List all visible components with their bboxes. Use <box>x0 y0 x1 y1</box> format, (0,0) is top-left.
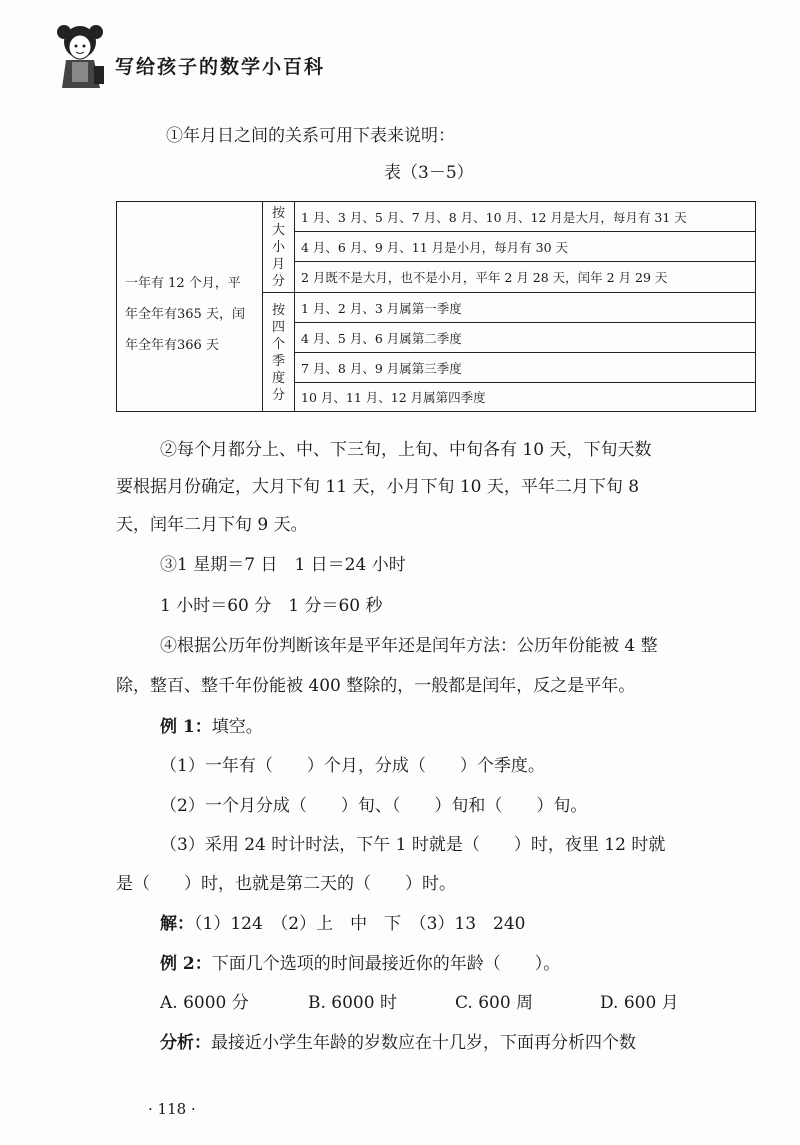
category-by-month-size <box>263 202 295 293</box>
calendar-table <box>116 201 756 412</box>
example1-q2: （2）一个月分成（ ）旬、（ ）旬和（ ）旬。 <box>160 796 588 816</box>
para3-line: 1 小时＝60 分 1 分＝60 秒 <box>160 596 383 616</box>
girl-mascot-icon <box>50 20 115 90</box>
analysis <box>160 1031 636 1055</box>
category-char: 分 <box>271 387 285 403</box>
table-left-cell <box>117 202 263 411</box>
category-char: 按 <box>271 205 285 221</box>
option-c: C. 600 周 <box>455 993 534 1013</box>
example1-q3-line: 是（ ）时，也就是第二天的（ ）时。 <box>116 874 456 894</box>
category-char: 度 <box>271 370 285 386</box>
category-char: 分 <box>271 273 285 289</box>
category-char: 月 <box>271 256 285 272</box>
example1-heading <box>160 715 263 739</box>
para4-line: 除，整百、整千年份能被 400 整除的，一般都是闰年，反之是平年。 <box>116 676 636 696</box>
table-row: 4 月、5 月、6 月属第二季度 <box>295 323 755 353</box>
category-char: 大 <box>271 222 285 238</box>
page-header <box>50 20 370 90</box>
example2-heading <box>160 952 560 976</box>
left-line: 年全年有366 天 <box>125 338 219 353</box>
category-char: 小 <box>271 239 285 255</box>
solution-text: （1）124 （2）上 中 下 （3）13 240 <box>194 914 526 934</box>
example1-q3-line: （3）采用 24 时计时法，下午 1 时就是（ ）时，夜里 12 时就 <box>160 835 666 855</box>
option-d: D. 600 月 <box>600 993 679 1013</box>
option-a: A. 6000 分 <box>160 993 249 1013</box>
example1-text: 填空。 <box>211 717 263 737</box>
example1-label: 例 1： <box>160 717 212 737</box>
table-row: 4 月、6 月、9 月、11 月是小月，每月有 30 天 <box>295 232 755 262</box>
category-char: 个 <box>271 336 285 352</box>
analysis-label: 分析： <box>160 1033 211 1053</box>
book-title: 写给孩子的数学小百科 <box>115 56 326 78</box>
left-line: 一年有 12 个月，平 <box>125 276 241 291</box>
para2-line: 要根据月份确定，大月下旬 11 天，小月下旬 10 天，平年二月下旬 8 <box>116 477 640 497</box>
table-row: 7 月、8 月、9 月属第三季度 <box>295 353 755 383</box>
category-by-quarter <box>263 293 295 412</box>
left-line: 年全年有365 天，闰 <box>125 307 245 322</box>
table-row: 2 月既不是大月，也不是小月，平年 2 月 28 天，闰年 2 月 29 天 <box>295 262 755 293</box>
example1-q1: （1）一年有（ ）个月，分成（ ）个季度。 <box>160 756 545 776</box>
para2-line: ②每个月都分上、中、下三旬，上旬、中旬各有 10 天，下旬天数 <box>160 440 652 460</box>
para4-line: ④根据公历年份判断该年是平年还是闰年方法：公历年份能被 4 整 <box>160 636 658 656</box>
solution-label: 解： <box>160 914 194 934</box>
analysis-text: 最接近小学生年龄的岁数应在十几岁，下面再分析四个数 <box>211 1033 636 1053</box>
example1-solution <box>160 912 525 936</box>
example2-text: 下面几个选项的时间最接近你的年龄（ ）。 <box>211 954 561 974</box>
category-char: 按 <box>271 302 285 318</box>
table-row: 1 月、2 月、3 月属第一季度 <box>295 293 755 323</box>
category-char: 四 <box>271 319 285 335</box>
intro-text: ①年月日之间的关系可用下表来说明： <box>166 126 455 146</box>
para2-line: 天，闰年二月下旬 9 天。 <box>116 515 308 535</box>
category-char: 季 <box>271 353 285 369</box>
table-row: 10 月、11 月、12 月属第四季度 <box>301 390 486 405</box>
option-b: B. 6000 时 <box>308 993 397 1013</box>
table-caption: 表（3－5） <box>384 163 474 183</box>
page-number: · 118 · <box>148 1100 196 1118</box>
table-row: 1 月、3 月、5 月、7 月、8 月、10 月、12 月是大月，每月有 31 天 <box>295 202 755 232</box>
para3-line: ③1 星期＝7 日 1 日＝24 小时 <box>160 555 406 575</box>
example2-label: 例 2： <box>160 954 212 974</box>
